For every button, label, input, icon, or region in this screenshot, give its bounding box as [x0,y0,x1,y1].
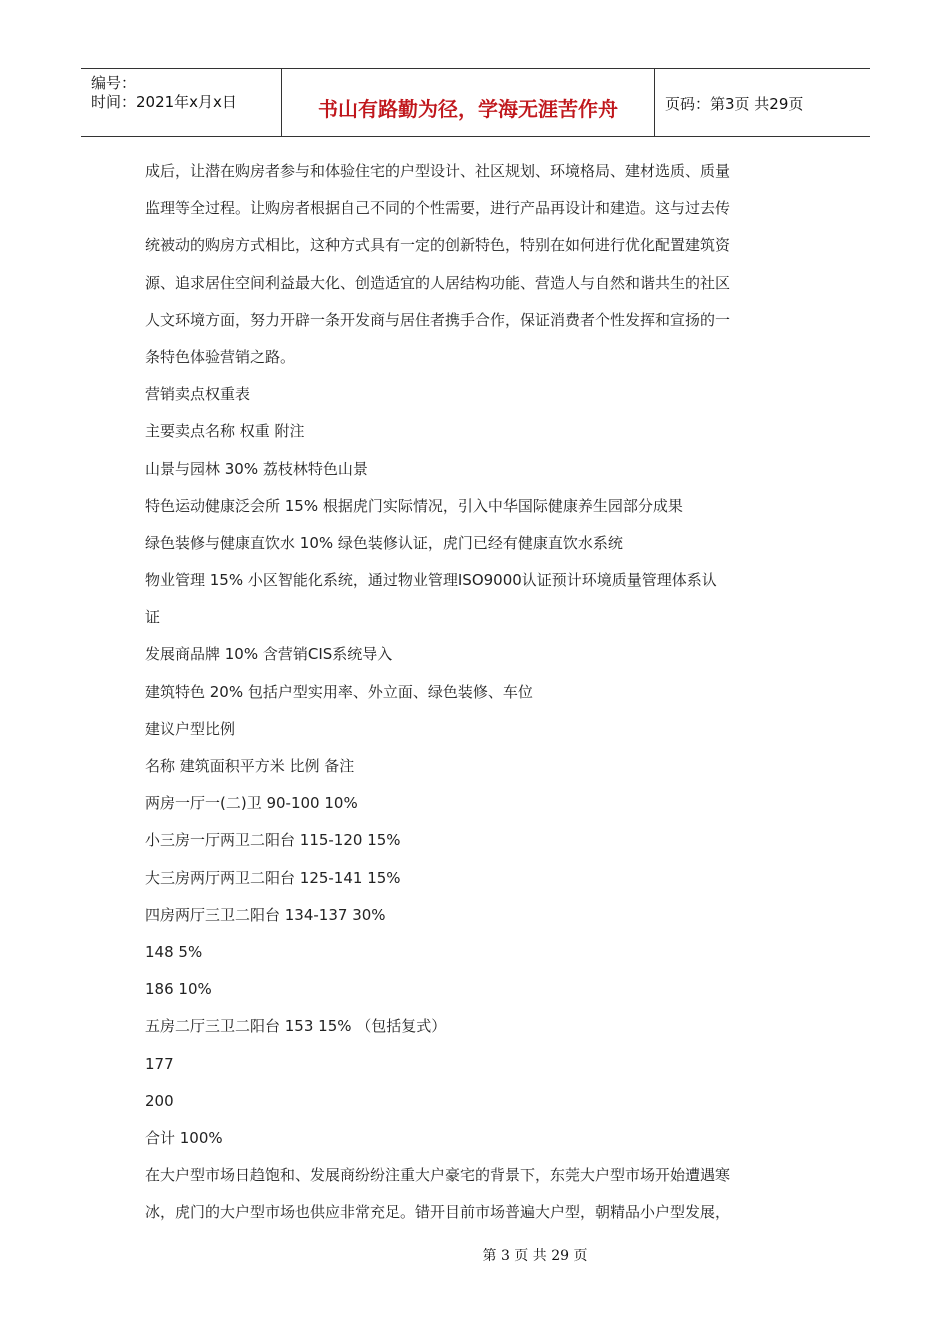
text-line: 营销卖点权重表 [145,385,251,404]
text-line: 177 [145,1054,174,1073]
text-line: 在大户型市场日趋饱和、发展商纷纷注重大户豪宅的背景下，东莞大户型市场开始遭遇寒 [145,1166,731,1185]
text-line: 建筑特色 20% 包括户型实用率、外立面、绿色装修、车位 [145,682,533,701]
text-line: 成后，让潜在购房者参与和体验住宅的户型设计、社区规划、环境格局、建材选质、质量 [145,162,731,180]
text-line: 统被动的购房方式相比，这种方式具有一定的创新特色，特别在如何进行优化配置建筑资 [145,236,731,255]
text-line: 源、追求居住空间利益最大化、创造适宜的人居结构功能、营造人与自然和谐共生的社区 [145,273,731,292]
text-line: 监理等全过程。让购房者根据自己不同的个性需要，进行产品再设计和建造。这与过去传 [145,199,731,218]
text-line: 冰，虎门的大户型市场也供应非常充足。错开目前市场普遍大户型，朝精品小户型发展， [145,1203,731,1222]
text-line: 建议户型比例 [145,719,236,738]
header-meta [81,69,281,136]
page-footer: 第 3 页 共 29 页 [482,1248,588,1264]
header-page-info: 页码：第3页 共29页 [665,95,804,113]
text-line: 条特色体验营销之路。 [145,347,296,366]
text-line: 主要卖点名称 权重 附注 [145,422,305,441]
text-line: 绿色装修与健康直饮水 10% 绿色装修认证，虎门已经有健康直饮水系统 [145,533,623,552]
text-line: 五房二厅三卫二阳台 153 15% （包括复式） [145,1017,447,1036]
text-line: 物业管理 15% 小区智能化系统，通过物业管理ISO9000认证预计环境质量管理体系认 [145,571,717,590]
text-line: 证 [145,608,161,627]
text-line: 人文环境方面，努力开辟一条开发商与居住者携手合作，保证消费者个性发挥和宣扬的一 [145,310,731,329]
document-body [145,153,805,1231]
text-line: 名称 建筑面积平方米 比例 备注 [145,757,355,775]
text-line: 小三房一厅两卫二阳台 115-120 15% [145,831,401,850]
text-line: 四房两厅三卫二阳台 134-137 30% [145,905,386,924]
text-line: 200 [145,1091,174,1110]
text-line: 山景与园林 30% 荔枝林特色山景 [145,459,368,478]
text-line: 特色运动健康泛会所 15% 根据虎门实际情况，引入中华国际健康养生园部分成果 [145,496,683,515]
text-line: 148 5% [145,942,203,961]
header-page-cell [655,69,870,136]
header-motto: 书山有路勤为径，学海无涯苦作舟 [318,97,618,121]
text-line: 发展商品牌 10% 含营销CIS系统导入 [145,645,393,664]
text-line: 大三房两厅两卫二阳台 125-141 15% [145,868,401,887]
text-line: 186 10% [145,980,212,999]
text-line: 合计 100% [145,1128,223,1147]
page-header [81,68,870,137]
document-number-label: 编号： [91,74,137,92]
document-date: 时间：2021年x月x日 [91,93,237,111]
header-motto-cell [281,69,655,136]
text-line: 两房一厅一(二)卫 90-100 10% [145,794,358,813]
